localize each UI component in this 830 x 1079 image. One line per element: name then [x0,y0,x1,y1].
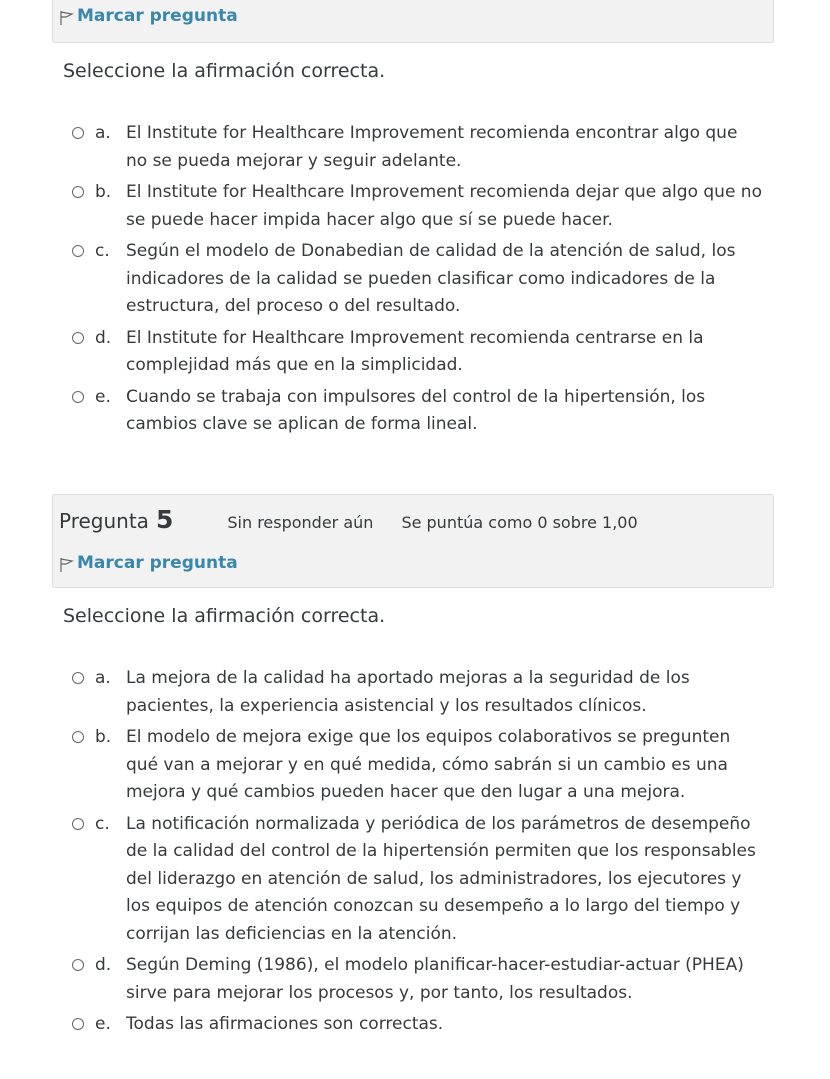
flag-question-4-button[interactable] [59,5,238,26]
question-grade: Se puntúa como 0 sobre 1,00 [401,513,638,532]
question-number: 5 [155,505,174,534]
question-5-answers [70,665,770,1043]
flag-question-5-button[interactable] [59,552,238,573]
answer-option[interactable]: e. Todas las afirmaciones son correctas. [70,1011,770,1039]
question-4-answers [70,120,770,443]
radio-button[interactable] [72,391,84,403]
question-4-info [52,0,774,43]
radio-button[interactable] [72,186,84,198]
question-header [59,505,638,534]
answer-option[interactable]: a. La mejora de la calidad ha aportado mejoras a la seguridad de los pacientes, la experiencia asistencial y los resultados clínicos. [70,665,770,720]
flag-icon [59,557,75,573]
radio-button[interactable] [72,672,84,684]
answer-option[interactable]: c. La notificación normalizada y periódica de los parámetros de desempeño de la calidad del control de la hipertensión permiten que los responsables del liderazgo en atención de salud, los administradores, los ejecutores y los equipos de atención conozcan su desempeño a lo largo del tiempo y corrijan las deficiencias en la atención. [70,811,770,949]
answer-option[interactable]: b. El modelo de mejora exige que los equipos colaborativos se pregunten qué van a mejorar y en qué medida, cómo sabrán si un cambio es una mejora y qué cambios pueden hacer que den lugar a una mejora. [70,724,770,807]
question-4-prompt: Seleccione la afirmación correcta. [63,60,386,82]
radio-button[interactable] [72,245,84,257]
radio-button[interactable] [72,127,84,139]
answer-option[interactable]: a. El Institute for Healthcare Improvement recomienda encontrar algo que no se pueda mejorar y seguir adelante. [70,120,770,175]
radio-button[interactable] [72,1018,84,1030]
radio-button[interactable] [72,818,84,830]
question-5-info [52,494,774,588]
flag-label: Marcar pregunta [77,5,238,26]
answer-option[interactable]: d. Según Deming (1986), el modelo planificar-hacer-estudiar-actuar (PHEA) sirve para mejorar los procesos y, por tanto, los resultados. [70,952,770,1007]
answer-option[interactable]: d. El Institute for Healthcare Improvement recomienda centrarse en la complejidad más que en la simplicidad. [70,325,770,380]
radio-button[interactable] [72,959,84,971]
question-state: Sin responder aún [227,513,374,532]
flag-label: Marcar pregunta [77,552,238,573]
question-5-prompt: Seleccione la afirmación correcta. [63,605,386,627]
flag-icon [59,10,75,26]
question-label: Pregunta [59,509,149,533]
radio-button[interactable] [72,332,84,344]
answer-option[interactable]: e. Cuando se trabaja con impulsores del control de la hipertensión, los cambios clave se aplican de forma lineal. [70,384,770,439]
answer-option[interactable]: b. El Institute for Healthcare Improvement recomienda dejar que algo que no se puede hacer impida hacer algo que sí se puede hacer. [70,179,770,234]
answer-option[interactable]: c. Según el modelo de Donabedian de calidad de la atención de salud, los indicadores de la calidad se pueden clasificar como indicadores de la estructura, del proceso o del resultado. [70,238,770,321]
radio-button[interactable] [72,731,84,743]
